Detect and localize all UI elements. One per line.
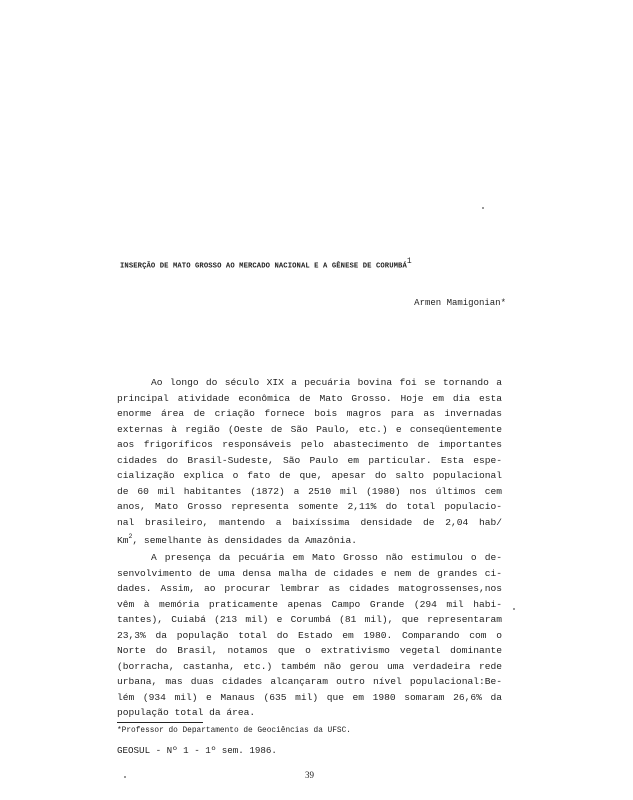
paragraph-2-line: (borracha, castanha, etc.) também não gerou uma verdadeira rede: [117, 660, 502, 672]
journal-citation: GEOSUL - Nº 1 - 1º sem. 1986.: [117, 745, 277, 756]
unit-exponent: 2: [128, 533, 133, 540]
paragraph-2-line: Norte do Brasil, notamos que o extrativismo vegetal dominante: [117, 645, 502, 656]
title-footnote-marker: 1: [406, 257, 412, 266]
paragraph-1-line: Ao longo do século XIX a pecuária bovina foi se tornando a: [151, 377, 502, 388]
article-title-text: INSERÇÃO DE MATO GROSSO AO MERCADO NACIONAL E A GÊNESE DE CORUMBÁ: [120, 262, 407, 271]
paragraph-2-line: A presença da pecuária em Mato Grosso não estimulou o de-: [151, 552, 502, 563]
paragraph-1-last-line-text: , semelhante às densidades da Amazônia.: [132, 535, 357, 547]
paragraph-1-line: principal atividade econômica de Mato Grosso. Hoje em dia esta: [117, 392, 502, 404]
paragraph-1-line: aos frigoríficos responsáveis pelo abastecimento de importantes: [117, 439, 502, 450]
scan-speck: [124, 776, 126, 778]
paragraph-1-line: de 60 mil habitantes (1872) a 2510 mil (1980) nos últimos cem: [117, 485, 502, 497]
paragraph-2-line: dades. Assim, ao procurar lembrar as cidades matogrossenses,nos: [117, 583, 502, 594]
unit-km: Km: [117, 535, 129, 547]
footnote: *Professor do Departamento de Geociências da UFSC.: [117, 727, 351, 735]
paragraph-1-line: enorme área de criação fornece bois magros para as invernadas: [117, 408, 502, 419]
article-title: [120, 258, 520, 270]
page-number: 39: [305, 770, 314, 780]
footnote-divider: [117, 722, 203, 723]
paragraph-1-line: cidades do Brasil-Sudeste, São Paulo em particular. Esta espe-: [117, 454, 502, 466]
scan-speck: [482, 207, 484, 209]
paragraph-2-line: tantes), Cuiabá (213 mil) e Corumbá (81 mil), que representaram: [117, 614, 502, 625]
author-name: Armen Mamigonian*: [414, 298, 506, 308]
paragraph-2-last-line: população total da área.: [117, 707, 256, 718]
paragraph-1-line: anos, Mato Grosso representa somente 2,11% do total populacio-: [117, 501, 502, 512]
paragraph-2-line: 23,3% da população total do Estado em 1980. Comparando com o: [117, 629, 502, 641]
paragraph-2-line: lém (934 mil) e Manaus (635 mil) que em 1980 somaram 26,6% da: [117, 691, 502, 703]
paragraph-2-line: vêm à memória praticamente apenas Campo Grande (294 mil habi-: [117, 598, 502, 610]
paragraph-1-line: nal brasileiro, mantendo a baixíssima densidade de 2,04 hab/: [117, 516, 502, 528]
paragraph-1-last-line: [117, 530, 502, 546]
paragraph-1-line: externas à região (Oeste de São Paulo, etc.) e conseqüentemente: [117, 423, 502, 435]
scan-speck: [513, 608, 515, 610]
paragraph-2-line: senvolvimento de uma densa malha de cidades e nem de grandes ci-: [117, 567, 502, 579]
paragraph-1-line: cialização explica o fato de que, apesar do salto populacional: [117, 470, 502, 481]
paragraph-2-line: urbana, mas duas cidades alcançaram outro nível populacional:Be-: [117, 676, 502, 687]
